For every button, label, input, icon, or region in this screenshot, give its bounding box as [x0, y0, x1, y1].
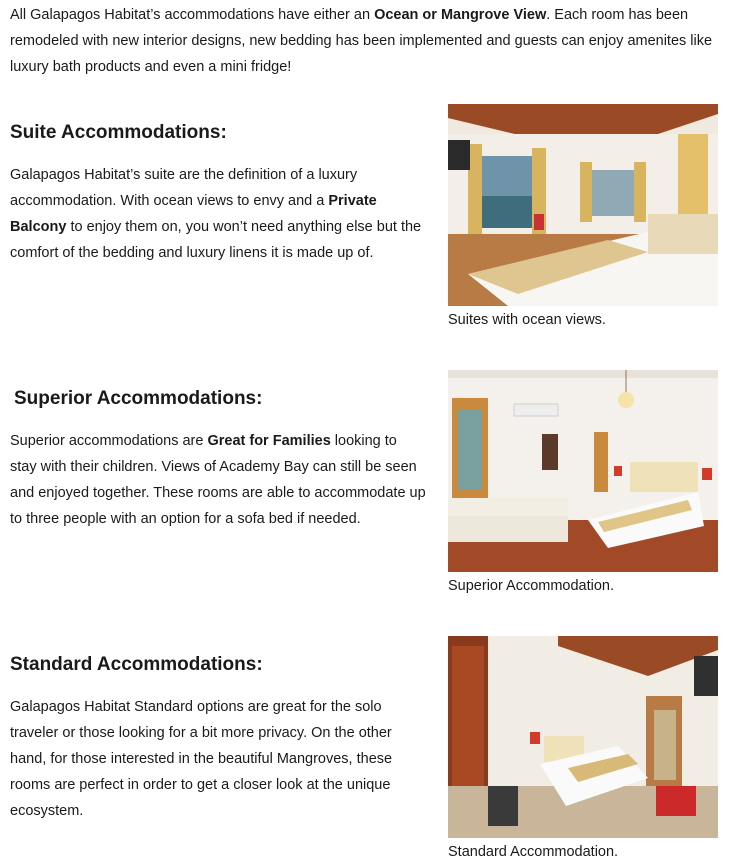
- superior-text-start: Superior accommodations are: [10, 433, 208, 449]
- intro-text-end: . Each room has been remodeled with new interior designs, new bedding has been implemented and guests can enjoy amenites like luxury bath products and even a mini fridge!: [10, 7, 713, 75]
- standard-section-title: Standard Accommodations:: [10, 654, 263, 675]
- standard-section-text: [10, 694, 426, 824]
- standard-room-photo: [448, 636, 718, 838]
- suite-section-text: [10, 162, 426, 266]
- superior-section-text: [10, 428, 426, 532]
- superior-section-title: Superior Accommodations:: [14, 388, 263, 409]
- superior-bold-text: Great for Families: [207, 433, 331, 449]
- superior-room-photo: [448, 370, 718, 572]
- suite-section-title: Suite Accommodations:: [10, 122, 227, 143]
- intro-paragraph: [10, 2, 726, 80]
- intro-bold-text: Ocean or Mangrove View: [374, 7, 547, 23]
- superior-photo-caption: Superior Accommodation.: [448, 578, 615, 594]
- superior-text-end: looking to stay with their children. Views of Academy Bay can still be seen and enjoyed together. These rooms are able to accommodate up to three people with an option for a sofa bed if needed.: [10, 433, 426, 527]
- suite-text-start: Galapagos Habitat’s suite are the definition of a luxury accommodation. With ocean views to envy and a: [10, 167, 358, 209]
- suite-bold-text: Private Balcony: [10, 193, 377, 235]
- standard-photo-caption: Standard Accommodation.: [448, 844, 619, 860]
- standard-text-start: Galapagos Habitat Standard options are great for the solo traveler or those looking for a bit more privacy. On the other hand, for those interested in the beautiful Mangroves, these rooms are perfect in order to get a closer look at the unique ecosystem.: [10, 699, 393, 819]
- intro-text-start: All Galapagos Habitat’s accommodations have either an: [10, 7, 375, 23]
- suite-room-photo: [448, 104, 718, 306]
- suite-text-end: to enjoy them on, you won’t need anything else but the comfort of the bedding and luxury linens it is made up of.: [10, 219, 422, 261]
- suite-photo-caption: Suites with ocean views.: [448, 312, 606, 328]
